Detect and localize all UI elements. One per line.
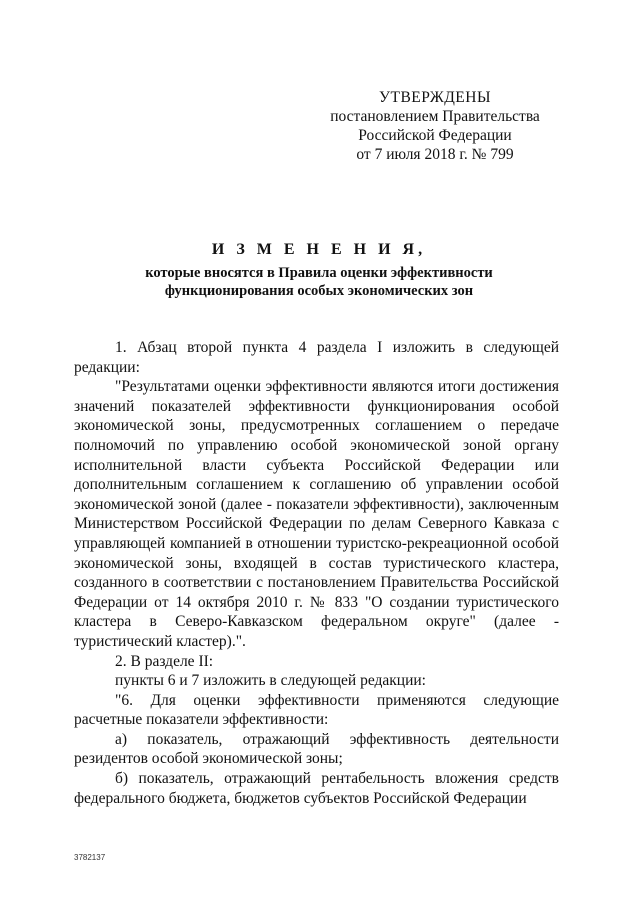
- approval-title: УТВЕРЖДЕНЫ: [379, 89, 491, 106]
- paragraph-point-6: "6. Для оценки эффективности применяются следующие расчетные показатели эффективности:: [74, 691, 559, 729]
- paragraph-points-6-7: пункты 6 и 7 изложить в следующей редакции:: [115, 672, 426, 690]
- document-code: 3782137: [74, 853, 106, 862]
- approval-line-2: Российской Федерации: [358, 127, 512, 144]
- paragraph-subpoint-b: б) показатель, отражающий рентабельность вложения средств федерального бюджета, бюджетов субъектов Российской Федерации: [74, 770, 559, 807]
- approval-block: [330, 88, 540, 164]
- document-title: И З М Е Н Е Н И Я,: [211, 241, 427, 258]
- document-subtitle-line-2: функционирования особых экономических зон: [164, 283, 474, 299]
- document-subtitle-line-1: которые вносятся в Правила оценки эффективности: [145, 265, 493, 281]
- document-body: [74, 338, 559, 808]
- paragraph-item-1: 1. Абзац второй пункта 4 раздела I изложить в следующей редакции:: [74, 339, 559, 376]
- paragraph-item-2: 2. В разделе II:: [115, 652, 214, 670]
- approval-date-number: от 7 июля 2018 г. № 799: [356, 146, 514, 163]
- paragraph-subpoint-a: а) показатель, отражающий эффективность деятельности резидентов особой экономической зоны;: [74, 730, 559, 768]
- document-heading: [80, 240, 558, 300]
- paragraph-quoted-text: "Результатами оценки эффективности являются итоги достижения значений показателей эффективности функционирования особой экономической зоны, предусмотренных соглашением о передаче полномочий по управлению особой экономической зоной органу исполнительной власти субъекта Российской Федерации или дополнительным соглашением к соглашению об управлении особой экономической зоной (далее - показатели эффективности), заключенным Министерством Российской Федерации по делам Северного Кавказа с управляющей компанией в отношении туристско-рекреационной особой экономической зоны, входящей в состав туристического кластера, созданного в соответствии с постановлением Правительства Российской Федерации от 14 октября 2010 г. № 833 "О создании туристического кластера в Северо-Кавказском федеральном округе" (далее - туристический кластер).".: [74, 378, 559, 650]
- approval-line-1: постановлением Правительства: [330, 108, 540, 125]
